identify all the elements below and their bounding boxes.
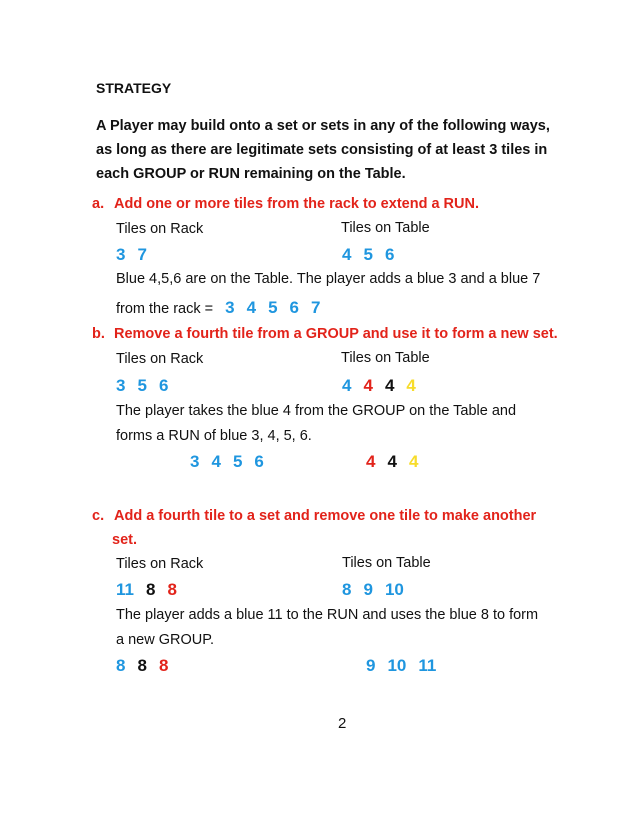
tile: 4 xyxy=(408,452,419,471)
tile: 3 xyxy=(116,245,126,264)
section-a-result-tiles xyxy=(225,298,332,317)
tile: 4 xyxy=(342,376,352,395)
section-a-desc-line1: Blue 4,5,6 are on the Table. The player adds a blue 3 and a blue 7 xyxy=(116,271,541,287)
section-c-title xyxy=(92,508,536,524)
tile: 3 xyxy=(116,376,126,395)
tile: 11 xyxy=(418,656,437,675)
tile: 6 xyxy=(254,452,264,471)
section-c-letter: c. xyxy=(92,508,105,524)
section-c-table-tiles xyxy=(342,580,416,600)
section-c-desc-line2: a new GROUP. xyxy=(116,632,215,648)
tile: 6 xyxy=(289,298,300,317)
tile: 4 xyxy=(363,376,373,395)
section-b-rack-tiles xyxy=(116,376,180,396)
section-b-title xyxy=(92,326,558,342)
section-b-heading: Remove a fourth tile from a GROUP and use it to form a new set. xyxy=(114,326,558,342)
tile: 8 xyxy=(342,580,352,599)
section-b-result-group xyxy=(366,452,430,472)
section-b-desc-line1: The player takes the blue 4 from the GROUP on the Table and xyxy=(116,403,517,419)
section-a-heading: Add one or more tiles from the rack to extend a RUN. xyxy=(114,196,479,212)
strategy-heading: STRATEGY xyxy=(96,80,172,96)
section-c-desc-line1: The player adds a blue 11 to the RUN and uses the blue 8 to form xyxy=(116,607,539,623)
section-b-letter: b. xyxy=(92,326,105,342)
tile: 6 xyxy=(384,245,395,264)
section-a-rack-tiles xyxy=(116,245,159,265)
tile: 11 xyxy=(116,580,134,599)
tile: 5 xyxy=(137,376,147,395)
tile: 4 xyxy=(366,452,376,471)
section-b-result-run xyxy=(190,452,276,472)
tile: 8 xyxy=(116,656,126,675)
tile: 9 xyxy=(366,656,376,675)
section-b-table-tiles xyxy=(342,376,428,396)
section-a-title xyxy=(92,196,479,212)
tile: 5 xyxy=(232,452,243,471)
tile: 6 xyxy=(158,376,169,395)
tile: 4 xyxy=(342,245,352,264)
section-a-rack-label: Tiles on Rack xyxy=(116,221,204,237)
section-a-desc-line2 xyxy=(116,298,332,318)
section-c-table-label: Tiles on Table xyxy=(342,555,431,571)
tile: 4 xyxy=(384,376,395,395)
tile: 4 xyxy=(211,452,221,471)
tile: 5 xyxy=(363,245,373,264)
section-a-table-label: Tiles on Table xyxy=(341,220,430,236)
tile: 8 xyxy=(167,580,177,599)
section-a-table-tiles xyxy=(342,245,406,265)
section-b-rack-label: Tiles on Rack xyxy=(116,351,204,367)
tile: 3 xyxy=(190,452,200,471)
tile: 4 xyxy=(246,298,257,317)
tile: 8 xyxy=(145,580,156,599)
section-a-desc-prefix: from the rack = xyxy=(116,301,214,317)
section-c-heading: Add a fourth tile to a set and remove one tile to make another xyxy=(114,508,537,524)
tile: 5 xyxy=(268,298,278,317)
tile: 3 xyxy=(225,298,235,317)
section-c-title-line2: set. xyxy=(112,532,137,548)
page-number: 2 xyxy=(338,715,347,732)
section-c-rack-label: Tiles on Rack xyxy=(116,556,204,572)
tile: 8 xyxy=(137,656,147,675)
tile: 10 xyxy=(384,580,404,599)
intro-paragraph: A Player may build onto a set or sets in any of the following ways, as long as there are legitimate sets consisting of at least 3 tiles in each GROUP or RUN remaining on the Table. xyxy=(96,118,550,182)
tile: 8 xyxy=(158,656,169,675)
tile: 7 xyxy=(311,298,321,317)
section-a-letter: a. xyxy=(92,196,105,212)
section-b-desc-line2: forms a RUN of blue 3, 4, 5, 6. xyxy=(116,428,312,444)
section-c-result-run xyxy=(366,656,448,676)
section-c-result-group xyxy=(116,656,180,676)
section-c-rack-tiles xyxy=(116,580,189,600)
tile: 4 xyxy=(387,452,397,471)
section-b-table-label: Tiles on Table xyxy=(341,350,430,366)
tile: 9 xyxy=(363,580,373,599)
tile: 7 xyxy=(137,245,147,264)
tile: 10 xyxy=(387,656,407,675)
tile: 4 xyxy=(406,376,416,395)
